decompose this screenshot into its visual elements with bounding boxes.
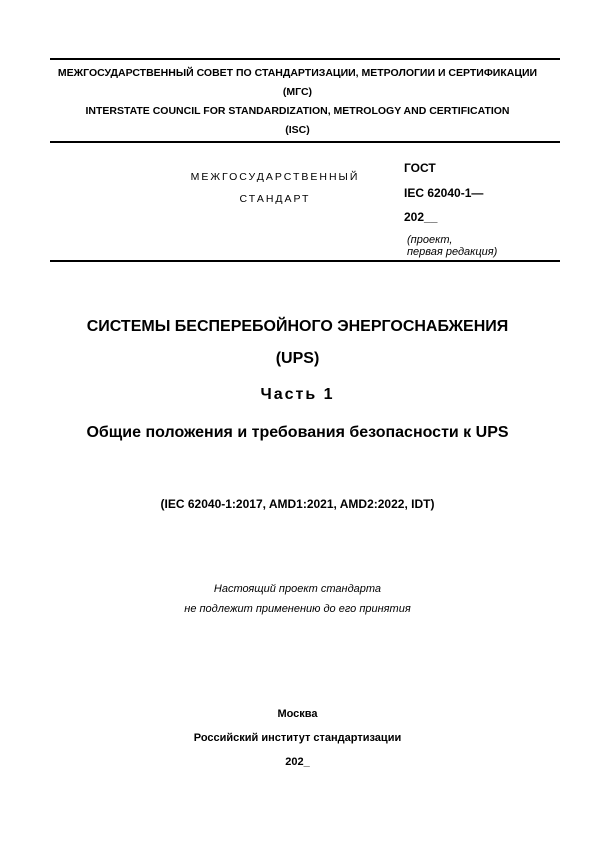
standard-kind-line1: МЕЖГОСУДАРСТВЕННЫЙ [190, 171, 360, 183]
top-rule [50, 58, 560, 60]
designation-rule [50, 260, 560, 262]
imprint-year: 202_ [285, 756, 310, 768]
draft-notice-line2: не подлежит применению до его принятия [184, 603, 411, 615]
draft-status-line1: (проект, [407, 234, 453, 246]
reference-standard: (IEC 62040-1:2017, AMD1:2021, AMD2:2022, IDT) [160, 497, 435, 511]
draft-notice-line1: Настоящий проект стандарта [213, 583, 382, 595]
imprint-institute: Российский институт стандартизации [193, 732, 402, 744]
council-abbr-en: (ISC) [285, 124, 310, 136]
council-name-ru: МЕЖГОСУДАРСТВЕННЫЙ СОВЕТ ПО СТАНДАРТИЗАЦИИ, МЕТРОЛОГИИ И СЕРТИФИКАЦИИ [57, 67, 538, 79]
council-abbr-ru: (МГС) [282, 86, 313, 98]
standard-kind-line2: СТАНДАРТ [239, 193, 311, 205]
council-name-en: INTERSTATE COUNCIL FOR STANDARDIZATION, METROLOGY AND CERTIFICATION [85, 105, 510, 117]
gost-year: 202__ [404, 210, 438, 224]
imprint-city: Москва [277, 708, 318, 720]
header-rule [50, 141, 560, 143]
imprint [0, 702, 595, 774]
document-title: СИСТЕМЫ БЕСПЕРЕБОЙНОГО ЭНЕРГОСНАБЖЕНИЯ [86, 318, 509, 335]
document-subtitle: Общие положения и требования безопасности к UPS [86, 424, 509, 441]
document-title-abbr: (UPS) [275, 350, 320, 367]
draft-status-line2: первая редакция) [407, 246, 498, 258]
part-number: Часть 1 [260, 386, 335, 403]
standard-kind [180, 166, 370, 210]
gost-number: IEC 62040-1— [404, 186, 484, 200]
gost-label: ГОСТ [404, 161, 436, 175]
draft-status [407, 234, 497, 258]
council-header [0, 64, 595, 140]
